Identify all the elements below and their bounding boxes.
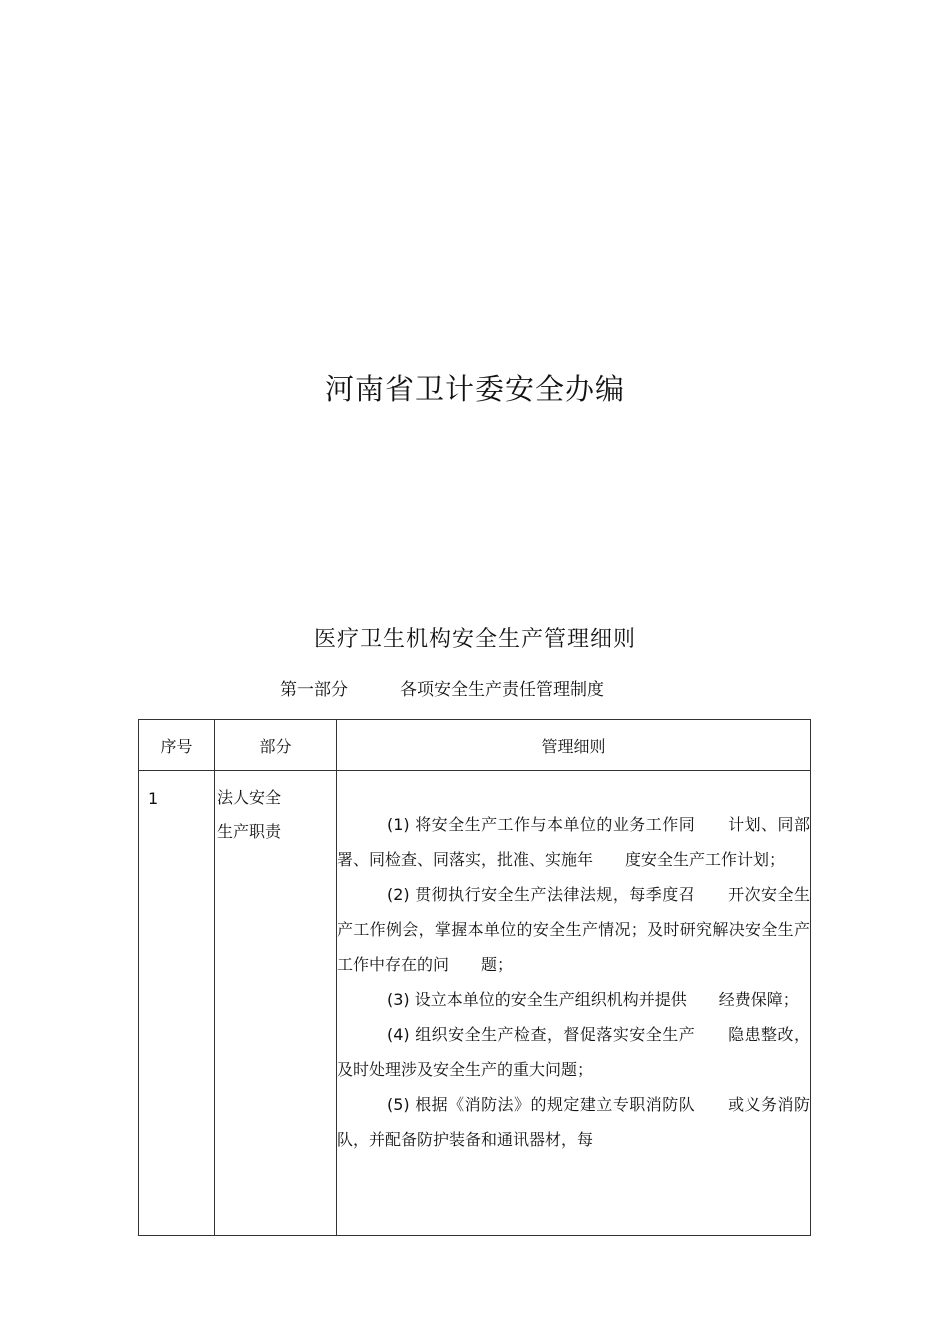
row-rules — [337, 771, 811, 1236]
editor-line: 河南省卫计委安全办编 — [324, 372, 625, 406]
table-header-row — [139, 720, 811, 771]
header-number: 序号 — [139, 720, 215, 771]
part-name: 各项安全生产责任管理制度 — [400, 680, 604, 700]
row-number: 1 — [139, 771, 215, 1236]
row-part-line: 生产职责 — [217, 822, 282, 841]
header-part: 部分 — [215, 720, 337, 771]
row-part-line: 法人安全 — [217, 788, 282, 807]
rule-item: (4) 组织安全生产检查，督促落实安全生产 隐患整改，及时处理涉及安全生产的重大问题； — [337, 1025, 810, 1079]
part-number: 第一部分 — [280, 680, 348, 700]
part-heading — [280, 676, 604, 704]
rules-table — [138, 719, 811, 1236]
rule-item: (5) 根据《消防法》的规定建立专职消防队 或义务消防队，并配备防护装备和通讯器材，每 — [337, 1095, 810, 1149]
rule-item: (2) 贯彻执行安全生产法律法规，每季度召 开次安全生产工作例会，掌握本单位的安全生产情况；及时研究解决安全生产工作中存在的问 题； — [337, 885, 810, 974]
table-row — [139, 771, 811, 1236]
rule-item: (1) 将安全生产工作与本单位的业务工作同 计划、同部署、同检查、同落实，批准、实施年 度安全生产工作计划； — [337, 815, 810, 869]
header-rules: 管理细则 — [337, 720, 811, 771]
document-title: 医疗卫生机构安全生产管理细则 — [313, 627, 636, 652]
rule-item: (3) 设立本单位的安全生产组织机构并提供 经费保障； — [387, 990, 799, 1009]
row-part — [215, 771, 337, 1236]
